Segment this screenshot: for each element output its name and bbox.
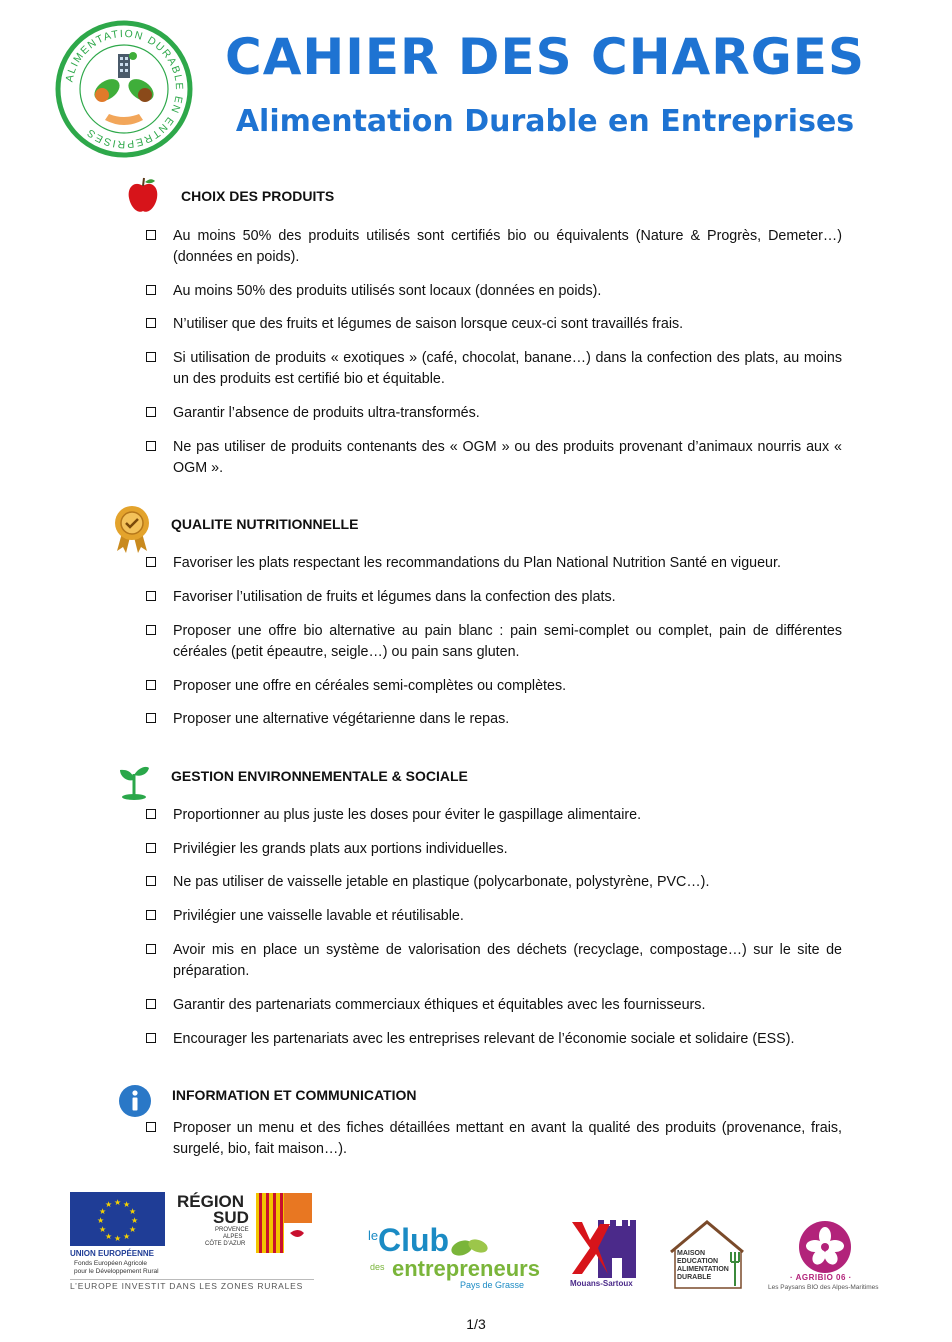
logo-ring-text: ALIMENTATION DURABLE EN ENTREPRISES <box>63 27 186 151</box>
svg-text:★: ★ <box>97 1216 105 1225</box>
checkbox[interactable] <box>146 910 156 920</box>
svg-text:★: ★ <box>123 1232 131 1241</box>
list-item: Si utilisation de produits « exotiques » (café, chocolat, banane…) dans la confection des plats, au moins un des produits est certifié bio et équitable. <box>146 348 842 390</box>
list-item: Proportionner au plus juste les doses pour éviter le gaspillage alimentaire. <box>146 805 842 826</box>
region-sub1: PROVENCE <box>215 1227 249 1233</box>
section-title-qualite: QUALITE NUTRITIONNELLE <box>171 516 359 532</box>
checkbox[interactable] <box>146 809 156 819</box>
mead-line4: DURABLE <box>677 1274 712 1281</box>
checkbox[interactable] <box>146 1122 156 1132</box>
list-item: Au moins 50% des produits utilisés sont certifiés bio ou équivalents (Nature & Progrès, Demeter…) (données en poids). <box>146 226 842 268</box>
list-item: Avoir mis en place un système de valorisation des déchets (recyclage, compostage…) sur le site de préparation. <box>146 940 842 982</box>
apple-icon <box>126 176 160 214</box>
mouans-name: Mouans-Sartoux <box>570 1279 633 1288</box>
list-item: Proposer une offre bio alternative au pain blanc : pain semi-complet ou complet, pain de différentes céréales (petit épeautre, seigle…) ou pain sans gluten. <box>146 621 842 663</box>
checkbox[interactable] <box>146 999 156 1009</box>
mead-line1: MAISON <box>677 1250 705 1257</box>
club-word: Club <box>378 1222 450 1258</box>
list-item: Favoriser les plats respectant les recommandations du Plan National Nutrition Santé en vigueur. <box>146 553 842 574</box>
checkbox[interactable] <box>146 557 156 567</box>
svg-text:★: ★ <box>129 1207 137 1216</box>
region-sub3: CÔTE D’AZUR <box>205 1241 246 1247</box>
alimentation-durable-logo <box>55 20 193 158</box>
agribio-logo <box>768 1220 886 1294</box>
svg-text:★: ★ <box>123 1200 131 1209</box>
region-line1: RÉGION <box>177 1192 245 1211</box>
svg-text:★: ★ <box>114 1198 122 1207</box>
svg-text:★: ★ <box>99 1207 107 1216</box>
region-sub2: ALPES <box>223 1234 243 1240</box>
list-item: Garantir l’absence de produits ultra-transformés. <box>146 403 842 424</box>
svg-text:★: ★ <box>99 1225 107 1234</box>
page-number: 1/3 <box>466 1316 486 1332</box>
club-le: le <box>368 1228 379 1243</box>
page-title: CAHIER DES CHARGES <box>225 28 865 86</box>
list-item: Favoriser l’utilisation de fruits et légumes dans la confection des plats. <box>146 587 842 608</box>
mead-line2: EDUCATION <box>677 1258 719 1265</box>
checkbox[interactable] <box>146 680 156 690</box>
sprout-icon <box>116 760 152 800</box>
list-item: Ne pas utiliser de vaisselle jetable en plastique (polycarbonate, polystyrène, PVC…). <box>146 872 842 893</box>
eu-flag <box>70 1192 165 1246</box>
mouans-sartoux-logo <box>568 1218 640 1292</box>
eu-slogan: L’EUROPE INVESTIT DANS LES ZONES RURALES <box>70 1281 304 1291</box>
mead-line3: ALIMENTATION <box>677 1266 729 1273</box>
checkbox[interactable] <box>146 843 156 853</box>
eu-name: UNION EUROPÉENNE <box>70 1249 155 1258</box>
checkbox[interactable] <box>146 318 156 328</box>
section-title-gestion: GESTION ENVIRONNEMENTALE & SOCIALE <box>171 768 468 784</box>
checkbox[interactable] <box>146 441 156 451</box>
list-item: Ne pas utiliser de produits contenants des « OGM » ou des produits provenant d’animaux nourris aux « OGM ». <box>146 437 842 479</box>
list-item: Proposer une alternative végétarienne dans le repas. <box>146 709 842 730</box>
checkbox[interactable] <box>146 944 156 954</box>
info-icon <box>118 1084 152 1118</box>
list-item: N’utiliser que des fruits et légumes de saison lorsque ceux-ci sont travaillés frais. <box>146 314 842 335</box>
region-shield-icon <box>256 1193 312 1253</box>
mouans-crest-icon <box>568 1218 640 1278</box>
list-item: Proposer une offre en céréales semi-complètes ou complètes. <box>146 676 842 697</box>
svg-text:★: ★ <box>105 1200 113 1209</box>
checkbox[interactable] <box>146 230 156 240</box>
list-item: Au moins 50% des produits utilisés sont locaux (données en poids). <box>146 281 842 302</box>
list-item: Privilégier les grands plats aux portions individuelles. <box>146 839 842 860</box>
checkbox[interactable] <box>146 352 156 362</box>
club-des: des <box>370 1262 385 1272</box>
checkbox[interactable] <box>146 407 156 417</box>
list-item: Proposer un menu et des fiches détaillées mettant en avant la qualité des produits (provenance, frais, surgelé, bio, fait maison…). <box>146 1118 842 1160</box>
eu-fund-line2: pour le Développement Rural <box>74 1268 159 1275</box>
agribio-name: · AGRIBIO 06 · <box>790 1273 852 1282</box>
checkbox[interactable] <box>146 285 156 295</box>
checkbox[interactable] <box>146 876 156 886</box>
checkbox[interactable] <box>146 625 156 635</box>
club-place: Pays de Grasse <box>460 1280 525 1290</box>
svg-text:★: ★ <box>129 1225 137 1234</box>
list-item: Privilégier une vaisselle lavable et réutilisable. <box>146 906 842 927</box>
svg-text:★: ★ <box>105 1232 113 1241</box>
checkbox[interactable] <box>146 713 156 723</box>
eu-fund-line1: Fonds Européen Agricole <box>74 1260 147 1267</box>
svg-text:★: ★ <box>131 1216 139 1225</box>
page-subtitle: Alimentation Durable en Entreprises <box>235 104 855 139</box>
svg-text:★: ★ <box>114 1234 122 1243</box>
section-title-choix-produits: CHOIX DES PRODUITS <box>181 188 335 204</box>
region-line2: SUD <box>213 1208 249 1227</box>
club-entrepreneurs: entrepreneurs <box>392 1256 540 1281</box>
agribio-flower-icon <box>796 1220 854 1274</box>
checkbox[interactable] <box>146 591 156 601</box>
agribio-tagline: Les Paysans BIO des Alpes-Maritimes <box>768 1284 879 1291</box>
list-item: Encourager les partenariats avec les entreprises relevant de l’économie sociale et solidaire (ESS). <box>146 1029 842 1050</box>
mead-logo <box>667 1218 753 1294</box>
club-entrepreneurs-logo <box>368 1222 543 1292</box>
region-sud-logo <box>177 1192 313 1254</box>
section-title-information: INFORMATION ET COMMUNICATION <box>172 1087 417 1103</box>
medal-icon <box>112 505 152 553</box>
list-item: Garantir des partenariats commerciaux éthiques et équitables avec les fournisseurs. <box>146 995 842 1016</box>
checkbox[interactable] <box>146 1033 156 1043</box>
